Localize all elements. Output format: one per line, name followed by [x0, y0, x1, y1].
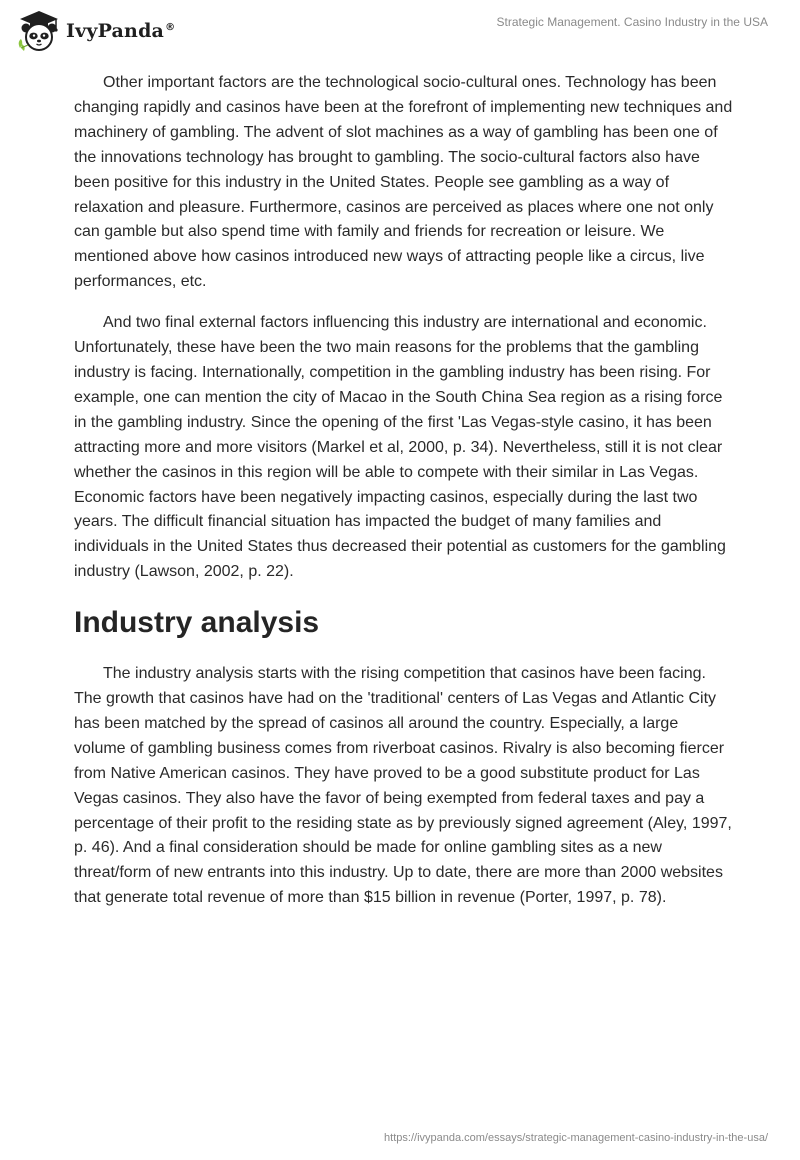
paragraph-international-economic: And two final external factors influencing this industry are international and economic. Unfortunately, these have been the two main reasons for the problems that the gambling industry is facing. Internationally, competition in the gambling industry has been rising. For example, one can mention the city of Macao in the South China Sea region as a rising force in the gambling industry. Since the opening of the first 'Las Vegas-style casino, it has been attracting more and more visitors (Markel et al, 2000, p. 34). Nevertheless, still it is not clear whether the casinos in this region will be able to compete with their similar in Las Vegas. Economic factors have been negatively impacting casinos, especially during the last two years. The difficult financial situation has impacted the budget of many families and individuals in the United States thus decreased their potential as customers for the gambling industry (Lawson, 2002, p. 22). — [74, 314, 726, 581]
source-url-link[interactable]: https://ivypanda.com/essays/strategic-management-casino-industry-in-the-usa/ — [384, 1132, 768, 1144]
ivypanda-logo[interactable] — [16, 8, 175, 54]
document-title: Strategic Management. Casino Industry in the USA — [496, 15, 768, 29]
section-heading-industry-analysis: Industry analysis — [74, 606, 320, 640]
logo-text: IvyPanda® — [66, 20, 176, 42]
paragraph-technology: Other important factors are the technological socio-cultural ones. Technology has been changing rapidly and casinos have been at the forefront of implementing new techniques and machinery of gambling. The advent of slot machines as a way of gambling has been one of the innovations technology has brought to gambling. The socio-cultural factors also have been positive for this industry in the United States. People see gambling as a way of relaxation and pleasure. Furthermore, casinos are perceived as places where one not only can gamble but also spend time with family and friends for recreation or leisure. We mentioned above how casinos introduced new ways of attracting people like a circus, live performances, etc. — [74, 74, 733, 291]
paragraph-industry-analysis: The industry analysis starts with the rising competition that casinos have been facing. The growth that casinos have had on the 'traditional' centers of Las Vegas and Atlantic City has been matched by the spread of casinos all around the country. Especially, a large volume of gambling business comes from riverboat casinos. Rivalry is also becoming fiercer from Native American casinos. They have proved to be a good substitute product for Las Vegas casinos. They also have the favor of being exempted from federal taxes and pay a percentage of their profit to the residing state as by previously signed agreement (Aley, 1997, p. 46). And a final consideration should be made for online gambling sites as a new threat/form of new entrants into this industry. Up to date, there are more than 2000 websites that generate total revenue of more than $15 billion in revenue (Porter, 1997, p. 78). — [74, 665, 732, 907]
registered-mark: ® — [165, 21, 176, 33]
panda-graduation-cap-icon — [16, 8, 62, 54]
essay-content — [74, 71, 734, 911]
page-header — [0, 0, 800, 60]
